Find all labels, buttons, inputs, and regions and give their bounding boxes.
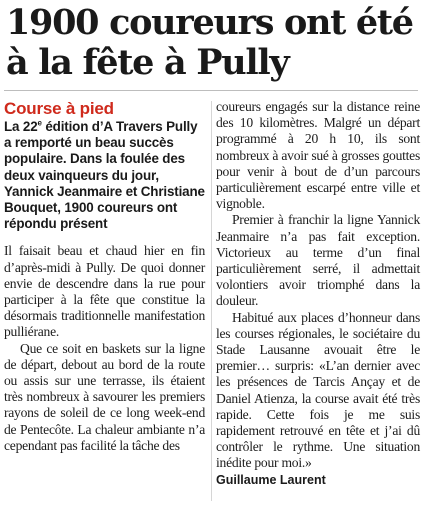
article-column-left [4, 99, 205, 454]
body-paragraph-1: Il faisait beau et chaud hier en fin d’après-midi à Pully. De quoi donner envie de descendre dans la rue pour participer à la fête que constitue la désormais traditionnelle manifestation pulliérane. [4, 243, 205, 340]
body-paragraph-4: Habitué aux places d’honneur dans les courses régionales, le sociétaire du Stade Lausanne avouait être le premier… surpris: «L’an dernier avec les présences de Tarcis Ançay et de Daniel Atienza, la course avait été très rapide. Cette fois je me suis rapidement retrouvé en tête et j’ai dû contrôler le rythme. Une situation inédite pour moi.» [216, 309, 420, 471]
article-byline: Guillaume Laurent [216, 472, 326, 487]
article-kicker: Course à pied [4, 99, 114, 118]
body-paragraph-3: Premier à franchir la ligne Yannick Jeanmaire n’a pas fait exception. Victorieux au terme d’un final particulièrement serré, il admettait volontiers avoir triomphé dans la douleur. [216, 212, 420, 309]
article-column-right [216, 99, 420, 488]
lead-text-start: La 22 [4, 119, 38, 134]
body-paragraph-2: Que ce soit en baskets sur la ligne de départ, debout au bord de la route ou assis sur une terrasse, ils étaient très nombreux à savourer les premiers rayons de soleil de ce long week-end de Pentecôte. La chaleur ambiante n’a cependant pas facilité la tâche des [4, 340, 205, 453]
lead-text-rest: édition d’A Travers Pully a remporté un beau succès populaire. Dans la foulée des deux vainqueurs du jour, Yannick Jeanmaire et Christiane Bouquet, 1900 coureurs ont répondu présent [4, 119, 205, 232]
lead-superscript: e [37, 118, 42, 128]
headline-divider [4, 90, 418, 91]
body-paragraph-continued: coureurs engagés sur la distance reine des 10 kilomètres. Malgré un départ programmé à 20 h 10, ils sont nombreux à avoir sué à grosses gouttes pour venir à bout de d’un parcours particulièrement escarpé entre ville et vignoble. [216, 99, 420, 212]
column-divider [211, 101, 212, 501]
article-headline: 1900 coureurs ont été à la fête à Pully [6, 2, 413, 83]
article-lead [4, 119, 205, 232]
